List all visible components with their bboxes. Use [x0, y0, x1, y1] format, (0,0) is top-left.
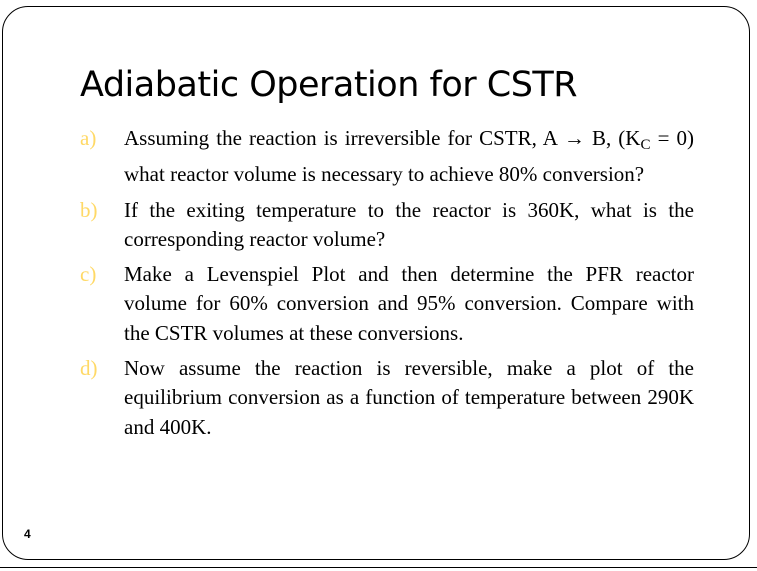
question-text: Assuming the reaction is irreversible for CSTR, A → B, $(K_C = 0)$ what reactor volume is necessary to achieve 80% conversion? [124, 126, 694, 187]
question-marker: c) [80, 262, 97, 287]
slide-title: Adiabatic Operation for CSTR [80, 65, 578, 105]
question-text: Now assume the reaction is reversible, make a plot of the equilibrium conversion as a function of temperature between 290K and 400K. [124, 356, 694, 439]
kc-subscript: C [640, 137, 651, 153]
question-item-a [80, 124, 694, 190]
question-item-b [80, 196, 694, 255]
question-text: If the exiting temperature to the reactor is 360K, what is the corresponding reactor volume? [124, 197, 694, 251]
question-item-c [80, 260, 694, 348]
question-item-d [80, 354, 694, 442]
slide-number: 4 [24, 527, 31, 541]
question-list [80, 124, 694, 448]
question-text: Make a Levenspiel Plot and then determine the PFR reactor volume for 60% conversion and 95% conversion. Compare with the CSTR volumes at these conversions. [124, 262, 694, 345]
question-marker: d) [80, 356, 98, 381]
bottom-divider [0, 567, 757, 568]
question-marker: b) [80, 197, 98, 222]
question-marker: a) [80, 126, 97, 150]
